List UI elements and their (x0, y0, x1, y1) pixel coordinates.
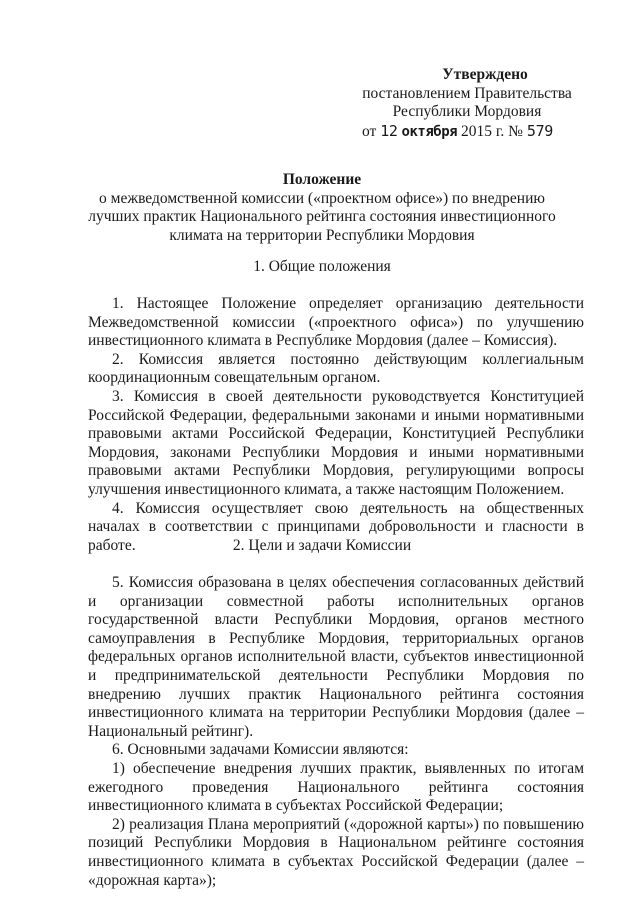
approval-line-2: Республики Мордовия (392, 103, 542, 120)
section-1-body (88, 295, 584, 555)
approval-line-1: постановлением Правительства (362, 84, 572, 102)
approval-date-prefix: от (362, 122, 377, 140)
paragraph-4: 4. Комиссия осуществляет свою деятельность на общественных началах в соответствии с принципами добровольности и гласности в работе. (88, 499, 584, 554)
approval-title: Утверждено (442, 66, 528, 83)
approval-date-month: октября (401, 123, 458, 140)
approval-stamp (352, 66, 582, 141)
paragraph-1: 1. Настоящее Положение определяет организацию деятельности Межведомственной комиссии («проектного офиса») по улучшению инвестиционного климата в Республике Мордовия (далее – Комиссия). (88, 295, 584, 350)
document-subtitle: о межведомственной комиссии («проектном офисе») по внедрению лучших практик Национального рейтинга состояния инвестиционного климата на территории Республики Мордовия (88, 189, 556, 244)
approval-date-day: 12 (380, 121, 398, 140)
paragraph-5: 5. Комиссия образована в целях обеспечения согласованных действий и организации совместной работы исполнительных органов государственной власти Республики Мордовия, органов местного самоуправления в Республике Мордовия, территориальных органов федеральных органов исполнительной власти, субъектов инвестиционной и предпринимательской деятельности Республики Мордовия по внедрению лучших практик Национального рейтинга состояния инвестиционного климата на территории Республики Мордовия (далее – Национальный рейтинг). (88, 574, 584, 740)
approval-number: 579 (526, 121, 554, 140)
document-title: Положение (282, 171, 362, 188)
paragraph-6-item-1: 1) обеспечение внедрения лучших практик, выявленных по итогам ежегодного проведения Национального рейтинга состояния инвестиционного климата в субъектах Российской Федерации; (88, 759, 584, 815)
paragraph-6: 6. Основными задачами Комиссии являются: (112, 741, 409, 759)
document-heading (72, 171, 572, 245)
paragraph-2: 2. Комиссия является постоянно действующим коллегиальным координационным совещательным органом. (88, 350, 584, 387)
paragraph-3: 3. Комиссия в своей деятельности руководствуется Конституцией Российской Федерации, федеральными законами и иными нормативными правовыми актами Российской Федерации, Конституцией Республики Мордовия, законами Республики Мордовия и иными нормативными правовыми актами Республики Мордовия, регулирующими вопросы улучшения инвестиционного климата, а также настоящим Положением. (88, 387, 584, 498)
section-2-body (88, 574, 584, 890)
approval-date-line (362, 122, 582, 142)
section-title-1: 1. Общие положения (253, 258, 391, 275)
paragraph-6-item-2: 2) реализация Плана мероприятий («дорожной карты») по повышению позиций Республики Мордовия в Национальном рейтинге состояния инвестиционного климата в субъектах Российской Федерации (далее – «дорожная карта»); (88, 815, 584, 889)
approval-date-year: 2015 г. № (460, 122, 523, 140)
section-title-2: 2. Цели и задачи Комиссии (232, 537, 412, 554)
